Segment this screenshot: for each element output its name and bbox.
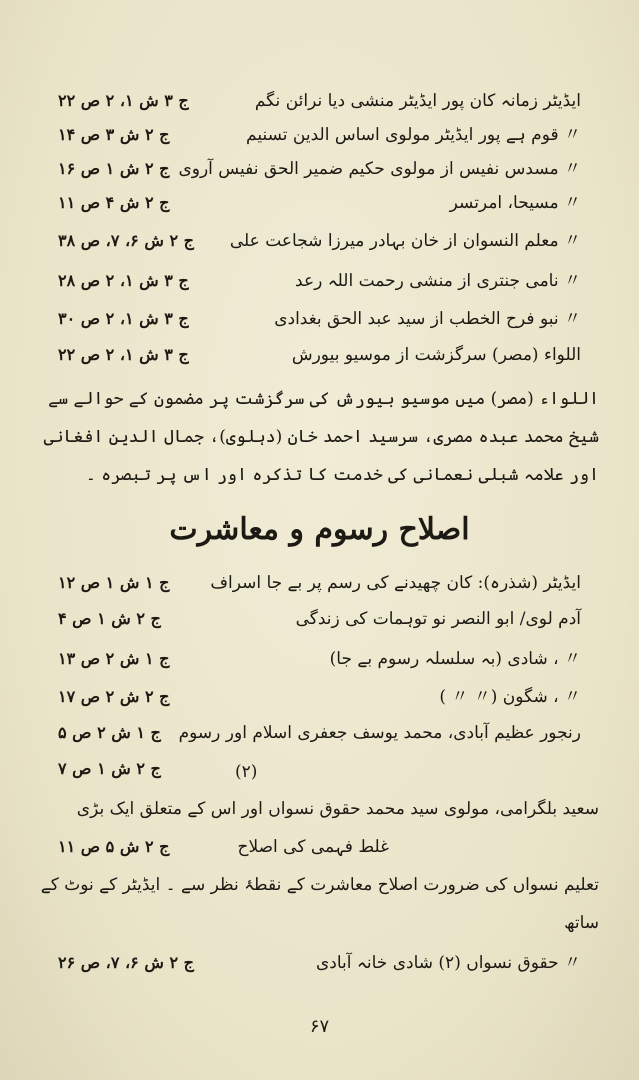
page-number: ۶۷	[309, 1016, 330, 1037]
list-item	[0, 304, 639, 334]
entry-marker: (۲)	[235, 762, 258, 782]
entry-reference: ج ۱ ش ۲ ص ۵	[58, 723, 161, 742]
entry-text: 〃 قوم ہے پور ایڈیٹر مولوی اساس الدین تسنیم	[246, 125, 581, 145]
entry-text: 〃 مسدس نفیس از مولوی حکیم ضمیر الحق نفیس آروی	[178, 159, 581, 179]
list-item	[0, 266, 639, 296]
entry-text: غلط فہمی کی اصلاح	[237, 837, 389, 857]
list-item	[0, 754, 639, 784]
list-item	[0, 188, 639, 218]
entry-text: 〃 نامی جنتری از منشی رحمت اللہ رعد	[295, 271, 581, 291]
paragraph: سعید بلگرامی، مولوی سید محمد حقوق نسواں اور اس کے متعلق ایک بڑی	[76, 799, 599, 819]
list-item	[0, 226, 639, 256]
entry-reference: ج ۳ ش ۱، ۲ ص ۲۲	[58, 91, 189, 110]
list-item	[0, 86, 639, 116]
entry-reference: ج ۲ ش ۱ ص ۷	[58, 759, 161, 778]
list-item	[0, 120, 639, 150]
entry-reference: ج ۲ ش ۳ ص ۱۴	[58, 125, 170, 144]
list-item	[0, 568, 639, 598]
entry-reference: ج ۲ ش ۵ ص ۱۱	[58, 837, 170, 856]
entry-text: اللواء (مصر) سرگزشت از موسیو بیورش	[291, 345, 581, 365]
entry-reference: ج ۱ ش ۲ ص ۱۳	[58, 649, 170, 668]
entry-text: رنجور عظیم آبادی، محمد یوسف جعفری اسلام اور رسوم	[178, 723, 581, 743]
list-item	[0, 644, 639, 674]
list-item	[0, 154, 639, 184]
paragraph: اللواء (مصر) میں موسیو بیورش کی سرگزشت پر مضمون کے حوالے سے شیخ محمد عبدہ مصری، سرسید احمد خان (دہلوی)، جمال الدین افغانی اور علامہ شبلی نعمانی کی خدمت کا تذکرہ اور اس پر تبصرہ ۔	[43, 389, 599, 485]
entry-text: آدم لوی/ ابو النصر نو توہمات کی زندگی	[295, 609, 581, 629]
entry-text: ایڈیٹر زمانہ کان پور ایڈیٹر منشی دیا نرائن نگم	[254, 91, 581, 111]
paragraph: تعلیم نسواں کی ضرورت اصلاح معاشرت کے نقطۂ نظر سے ۔ ایڈیٹر کے نوٹ کے ساتھ	[40, 875, 599, 933]
entry-reference: ج ۳ ش ۱، ۲ ص ۳۰	[58, 309, 189, 328]
entry-reference: ج ۲ ش ۶، ۷، ص ۳۸	[58, 231, 194, 250]
section-heading: اصلاح رسوم و معاشرت	[169, 512, 470, 547]
entry-text: 〃 حقوق نسواں (۲) شادی خانہ آبادی	[316, 953, 581, 973]
entry-text: 〃 ، شادی (بہ سلسلہ رسوم بے جا)	[329, 649, 581, 669]
list-item	[0, 718, 639, 748]
entry-reference: ج ۱ ش ۱ ص ۱۲	[58, 573, 170, 592]
entry-reference: ج ۳ ش ۱، ۲ ص ۲۲	[58, 345, 189, 364]
entry-reference: ج ۲ ش ۱ ص ۴	[58, 609, 161, 628]
entry-text: 〃 معلم النسوان از خان بہادر میرزا شجاعت علی	[229, 231, 581, 251]
list-item	[0, 948, 639, 978]
list-item	[0, 340, 639, 370]
entry-reference: ج ۲ ش ۲ ص ۱۷	[58, 687, 170, 706]
entry-text: 〃 مسیحا، امرتسر	[449, 193, 581, 213]
entry-reference: ج ۲ ش ۴ ص ۱۱	[58, 193, 170, 212]
entry-reference: ج ۳ ش ۱، ۲ ص ۲۸	[58, 271, 189, 290]
entry-text: 〃 نبو فرح الخطب از سید عبد الحق بغدادی	[274, 309, 581, 329]
list-item	[0, 682, 639, 712]
entry-text: 〃 ، شگون (〃 〃 )	[439, 687, 581, 707]
list-item	[0, 832, 639, 862]
entry-reference: ج ۲ ش ۱ ص ۱۶	[58, 159, 170, 178]
entry-text: ایڈیٹر (شذرہ): کان چھیدنے کی رسم پر بے جا اسراف	[210, 573, 581, 593]
list-item	[0, 604, 639, 634]
entry-reference: ج ۲ ش ۶، ۷، ص ۲۶	[58, 953, 194, 972]
